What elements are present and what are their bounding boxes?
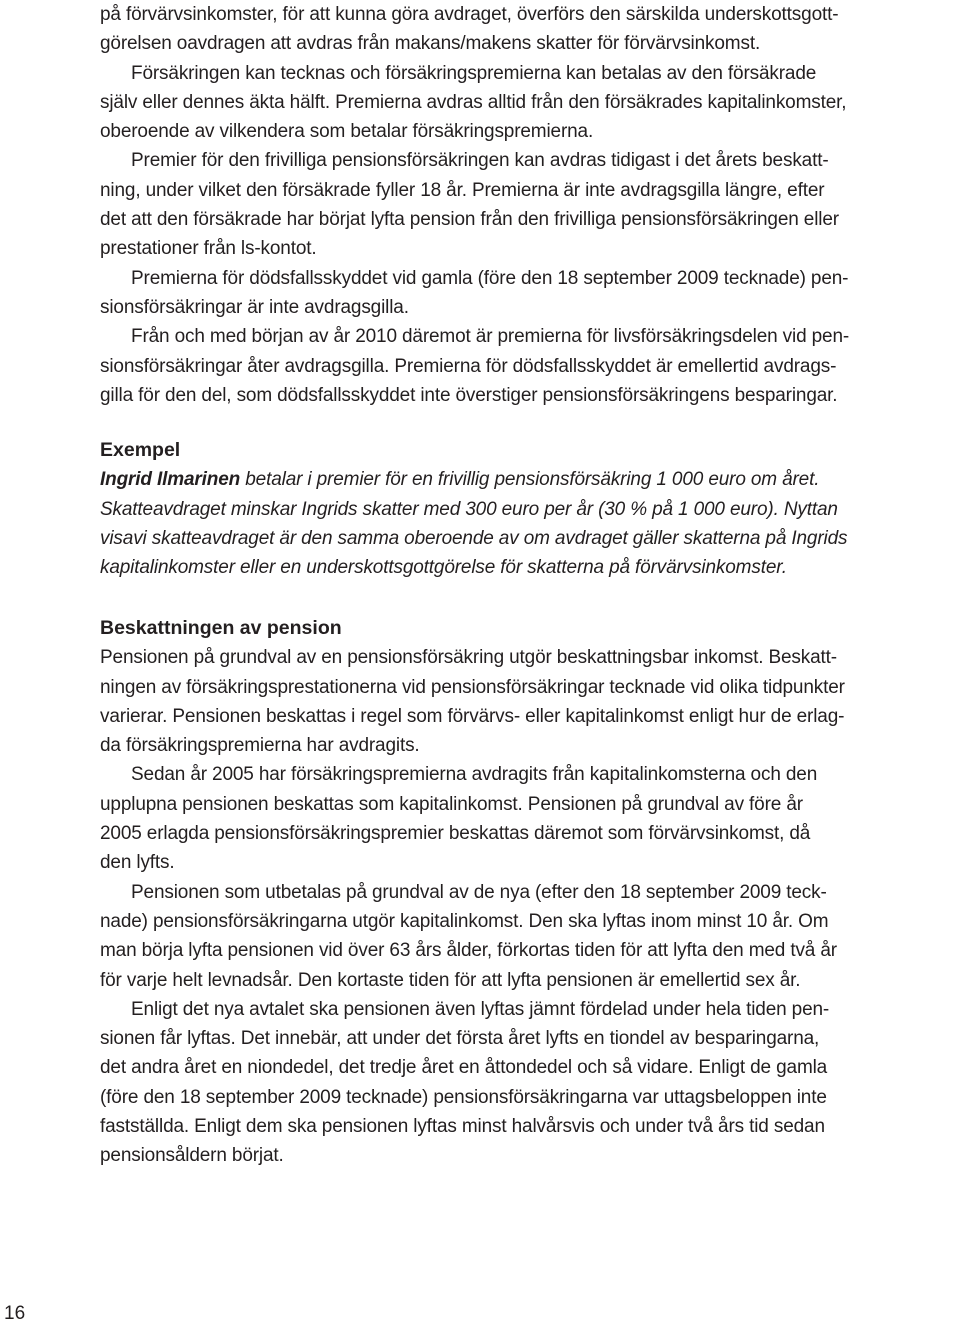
- text-line: sionen får lyftas. Det innebär, att under det första året lyfts en tiondel av besparingarna,: [100, 1028, 820, 1050]
- text-line: upplupna pensionen beskattas som kapitalinkomst. Pensionen på grundval av före år: [100, 793, 803, 815]
- text-line: Premierna för dödsfallsskyddet vid gamla (före den 18 september 2009 tecknade) pen-: [131, 267, 849, 289]
- text-line: 2005 erlagda pensionsförsäkringspremier beskattas däremot som förvärvsinkomst, då: [100, 823, 811, 845]
- intro-paragraphs: [100, 0, 956, 410]
- text-line: Sedan år 2005 har försäkringspremierna avdragits från kapitalinkomsterna och den: [131, 764, 818, 786]
- text-line: ningen av försäkringsprestationerna vid pensionsförsäkringar tecknade vid olika tidpunkter: [100, 676, 845, 698]
- example-section: [100, 436, 956, 582]
- text-line: sionsförsäkringar är inte avdragsgilla.: [100, 296, 409, 318]
- example-first-line: [100, 465, 956, 494]
- text-line: varierar. Pensionen beskattas i regel som förvärvs- eller kapitalinkomst enligt hur de erlag-: [100, 705, 845, 727]
- text-line: fastställda. Enligt dem ska pensionen lyftas minst halvårsvis och under två års tid sedan: [100, 1116, 825, 1138]
- text-line: kapitalinkomster eller en underskottsgottgörelse för skatterna på förvärvsinkomster.: [100, 557, 787, 579]
- text-line: för varje helt levnadsår. Den kortaste tiden för att lyfta pensionen är emellertid sex år.: [100, 969, 801, 991]
- text-line: man börja lyfta pensionen vid över 63 års ålder, förkortas tiden för att lyfta den med två år: [100, 940, 837, 962]
- text-line: visavi skatteavdraget är den samma oberoende av om avdraget gäller skatterna på Ingrids: [100, 527, 848, 549]
- text-line: görelsen oavdragen att avdras från makans/makens skatter för förvärvsinkomst.: [100, 33, 761, 55]
- text-line: Pensionen på grundval av en pensionsförsäkring utgör beskattningsbar inkomst. Beskatt-: [100, 647, 837, 669]
- text-line: gilla för den del, som dödsfallsskyddet inte överstiger pensionsförsäkringens besparingar.: [100, 384, 838, 406]
- text-line: oberoende av vilkendera som betalar försäkringspremierna.: [100, 121, 594, 143]
- text-line: nade) pensionsförsäkringarna utgör kapitalinkomst. Den ska lyftas inom minst 10 år. Om: [100, 910, 829, 932]
- text-line: Skatteavdraget minskar Ingrids skatter med 300 euro per år (30 % på 1 000 euro). Nyttan: [100, 498, 838, 520]
- taxation-heading: Beskattningen av pension: [100, 617, 342, 639]
- text-line: prestationer från ls-kontot.: [100, 238, 317, 260]
- text-line: Premier för den frivilliga pensionsförsäkringen kan avdras tidigast i det årets beskatt-: [131, 150, 829, 172]
- text-line: det att den försäkrade har börjat lyfta pension från den frivilliga pensionsförsäkringen eller: [100, 209, 839, 231]
- text-line: da försäkringspremierna har avdragits.: [100, 735, 420, 757]
- page-number: 16: [4, 1303, 26, 1324]
- text-line: själv eller dennes äkta hälft. Premierna avdras alltid från den försäkrades kapitalinkomster,: [100, 91, 847, 113]
- example-first-line-text: betalar i premier för en frivillig pensionsförsäkring 1 000 euro om året.: [240, 469, 820, 491]
- text-line: Från och med början av år 2010 däremot är premierna för livsförsäkringsdelen vid pen-: [131, 326, 850, 348]
- text-line: på förvärvsinkomster, för att kunna göra avdraget, överförs den särskilda underskottsgott-: [100, 4, 839, 25]
- text-line: Enligt det nya avtalet ska pensionen även lyftas jämnt fördelad under hela tiden pen-: [131, 998, 830, 1020]
- taxation-section: [100, 614, 956, 1171]
- example-heading: Exempel: [100, 439, 181, 461]
- text-line: den lyfts.: [100, 852, 175, 874]
- text-line: det andra året en niondedel, det tredje året en åttondedel och så vidare. Enligt de gamla: [100, 1057, 828, 1079]
- text-line: ning, under vilket den försäkrade fyller 18 år. Premierna är inte avdragsgilla längre, efter: [100, 179, 825, 201]
- text-line: Försäkringen kan tecknas och försäkringspremierna kan betalas av den försäkrade: [131, 62, 817, 84]
- text-line: pensionsåldern börjat.: [100, 1145, 284, 1167]
- example-person-name: Ingrid Ilmarinen: [100, 469, 241, 491]
- text-line: Pensionen som utbetalas på grundval av de nya (efter den 18 september 2009 teck-: [131, 881, 827, 903]
- text-line: (före den 18 september 2009 tecknade) pensionsförsäkringarna var uttagsbeloppen inte: [100, 1086, 827, 1108]
- text-line: sionsförsäkringar åter avdragsgilla. Premierna för dödsfallsskyddet är emellertid avdrags-: [100, 355, 837, 377]
